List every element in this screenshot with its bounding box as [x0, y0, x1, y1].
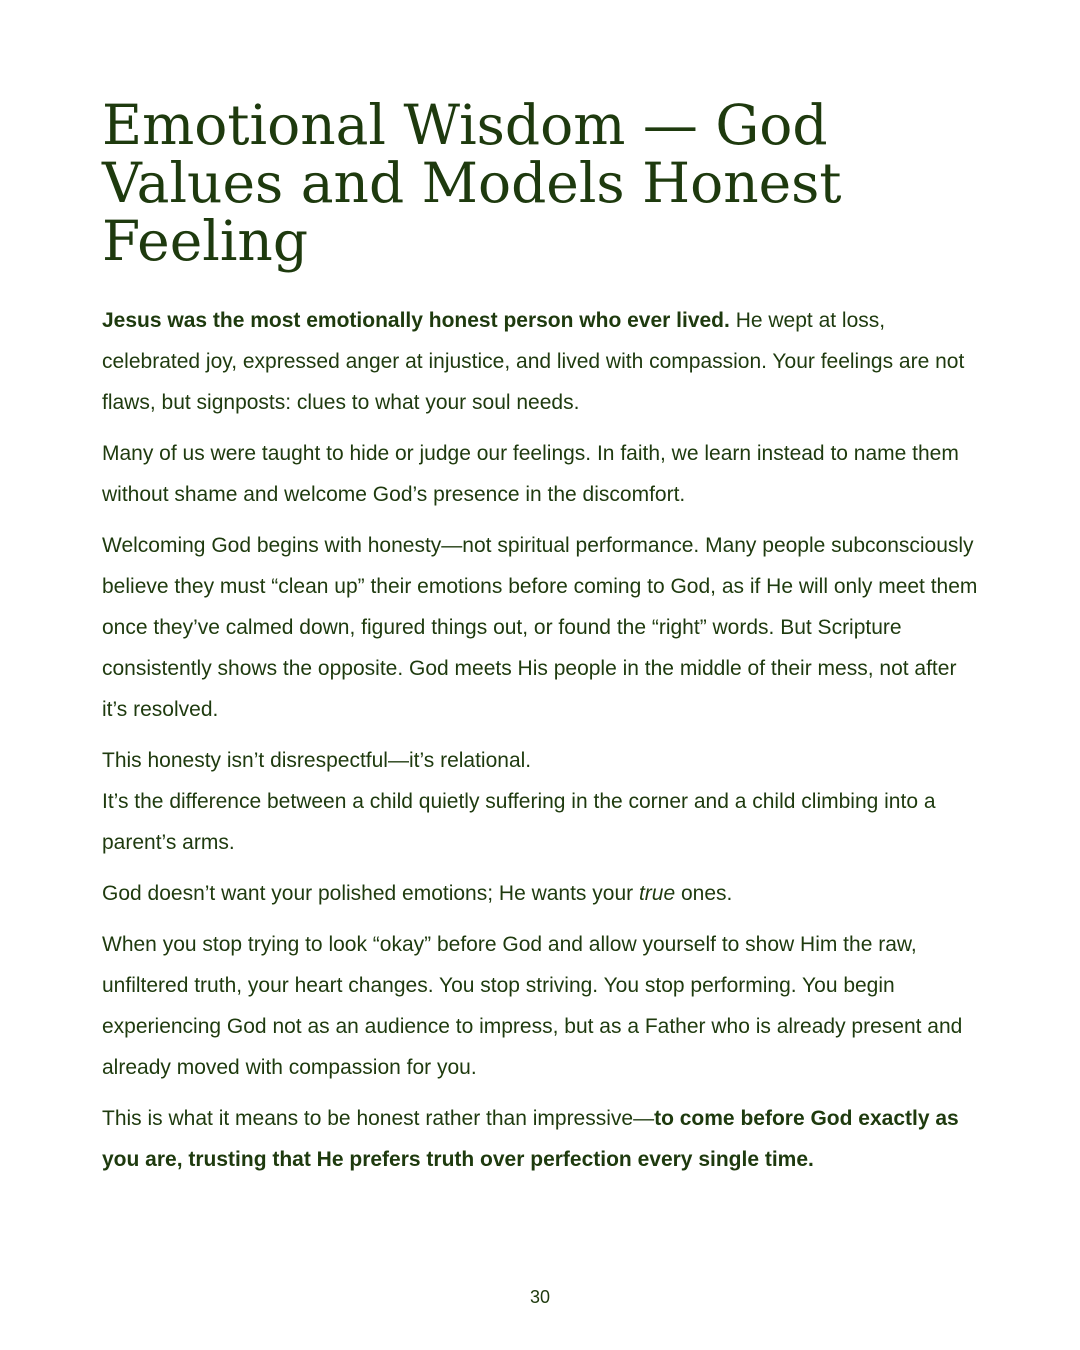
page-number: 30	[529, 1287, 551, 1307]
paragraph-5	[102, 873, 982, 914]
page-content	[102, 93, 982, 1190]
paragraph-3: Welcoming God begins with honesty—not spiritual performance. Many people subconsciously believe they must “clean up” their emotions before coming to God, as if He will only meet them once they’ve calmed down, figured things out, or found the “right” words. But Scripture consistently shows the opposite. God meets His people in the middle of their mess, not after it’s resolved.	[102, 534, 978, 721]
paragraph-5-after: ones.	[675, 882, 733, 905]
paragraph-2: Many of us were taught to hide or judge our feelings. In faith, we learn instead to name them without shame and welcome God’s presence in the discomfort.	[102, 442, 959, 506]
paragraph-7	[102, 1098, 982, 1180]
paragraph-1	[102, 300, 982, 423]
paragraph-1-lead: Jesus was the most emotionally honest person who ever lived.	[102, 309, 730, 332]
paragraph-1-rest: He wept at loss, celebrated joy, expressed anger at injustice, and lived with compassion. Your feelings are not flaws, but signposts: clues to what your soul needs.	[102, 309, 965, 414]
paragraph-4a: This honesty isn’t disrespectful—it’s relational.	[102, 749, 532, 772]
page-title: Emotional Wisdom — God Values and Models Honest Feeling	[102, 93, 842, 273]
paragraph-6: When you stop trying to look “okay” before God and allow yourself to show Him the raw, unfiltered truth, your heart changes. You stop striving. You stop performing. You begin experiencing God not as an audience to impress, but as a Father who is already present and already moved with compassion for you.	[102, 933, 963, 1079]
body-text	[102, 300, 982, 1180]
paragraph-5-before: God doesn’t want your polished emotions; He wants your	[102, 882, 639, 905]
paragraph-4b: It’s the difference between a child quietly suffering in the corner and a child climbing into a parent’s arms.	[102, 790, 936, 854]
paragraph-5-emphasis: true	[638, 882, 676, 905]
paragraph-7-before: This is what it means to be honest rather than impressive—	[102, 1107, 655, 1130]
paragraph-7-bold: to come before God exactly as you are, trusting that He prefers truth over perfection every single time.	[102, 1107, 959, 1171]
